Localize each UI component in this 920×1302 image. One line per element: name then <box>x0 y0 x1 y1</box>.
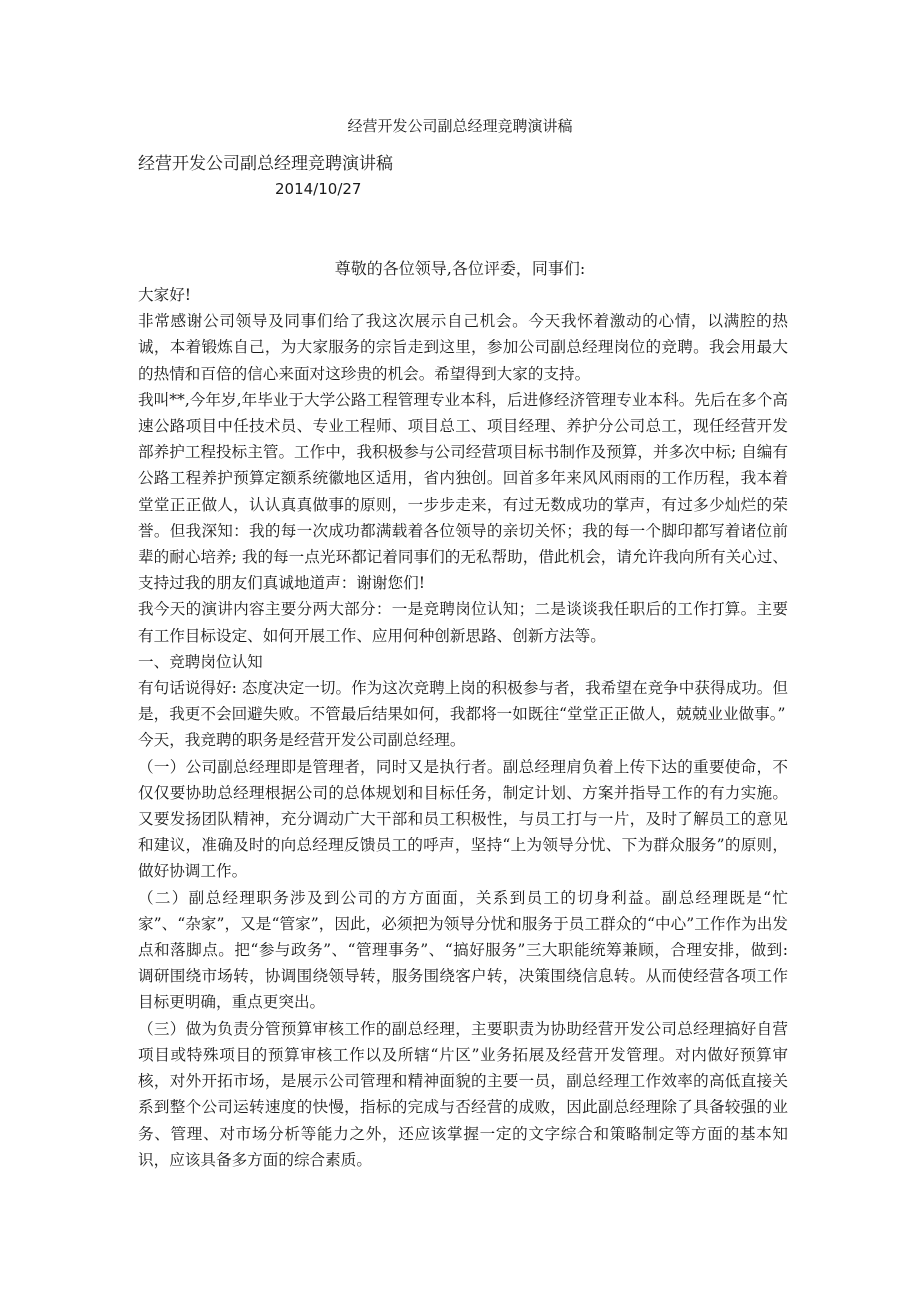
paragraph: 我今天的演讲内容主要分两大部分：一是竞聘岗位认知；二是谈谈我任职后的工作打算。主要有工作目标设定、如何开展工作、应用何种创新思路、创新方法等。 <box>138 600 788 645</box>
paragraph: 有句话说得好: 态度决定一切。作为这次竞聘上岗的积极参与者，我希望在竞争中获得成功。但是，我更不会回避失败。不管最后结果如何，我都将一如既往“堂堂正正做人，兢兢业业做事。” <box>138 679 788 724</box>
salutation: 尊敬的各位领导,各位评委，同事们: <box>334 259 586 278</box>
paragraph: 非常感谢公司领导及同事们给了我这次展示自己机会。今天我怀着激动的心情，以满腔的热诚，本着锻炼自己，为大家服务的宗旨走到这里，参加公司副总经理岗位的竞聘。我会用最大的热情和百倍的信心来面对这珍贵的机会。希望得到大家的支持。 <box>138 312 788 383</box>
paragraph: （二）副总经理职务涉及到公司的方方面面，关系到员工的切身利益。副总经理既是“忙家”、“杂家”，又是“管家”，因此，必须把为领导分忧和服务于员工群众的“中心”工作作为出发点和落脚点。把“参与政务”、“管理事务”、“搞好服务”三大职能统筹兼顾，合理安排，做到: 调研围绕市场转，协调围绕领导转，服务围绕客户转，决策围绕信息转。从而使经营各项工作目标更明确，重点更突出。 <box>138 888 788 1012</box>
document-title: 经营开发公司副总经理竞聘演讲稿 <box>347 117 573 135</box>
paragraph: 我叫**,今年岁,年毕业于大学公路工程管理专业本科，后进修经济管理专业本科。先后在多个高速公路项目中任技术员、专业工程师、项目总工、项目经理、养护分公司总工，现任经营开发部养护工程投标主管。工作中，我积极参与公司经营项目标书制作及预算，并多次中标; 自编有公路工程养护预算定额系统徽地区适用，省内独创。回首多年来风风雨雨的工作历程，我本着堂堂正正做人，认认真真做事的原则，一步步走来，有过无数成功的掌声，有过多少灿烂的荣誉。但我深知：我的每一次成功都满载着各位领导的亲切关怀；我的每一个脚印都写着诸位前辈的耐心培养; 我的每一点光环都记着同事们的无私帮助，借此机会，请允许我向所有关心过、支持过我的朋友们真诚地道声：谢谢您们! <box>138 390 788 593</box>
document-subtitle: 经营开发公司副总经理竞聘演讲稿 <box>138 154 393 174</box>
greeting-paragraph: 大家好! <box>138 286 192 304</box>
speech-body <box>138 282 788 1173</box>
paragraph: （一）公司副总经理即是管理者，同时又是执行者。副总经理肩负着上传下达的重要使命，不仅仅要协助总经理根据公司的总体规划和目标任务，制定计划、方案并指导工作的有力实施。又要发扬团队精神，充分调动广大干部和员工积极性，与员工打与一片，及时了解员工的意见和建议，准确及时的向总经理反馈员工的呼声，坚持“上为领导分忧、下为群众服务”的原则，做好协调工作。 <box>138 757 788 881</box>
paragraph: （三）做为负责分管预算审核工作的副总经理，主要职责为协助经营开发公司总经理搞好自营项目或特殊项目的预算审核工作以及所辖“片区”业务拓展及经营开发管理。对内做好预算审核，对外开拓市场，是展示公司管理和精神面貌的主要一员，副总经理工作效率的高低直接关系到整个公司运转速度的快慢，指标的完成与否经营的成败，因此副总经理除了具备较强的业务、管理、对市场分析等能力之外，还应该掌握一定的文字综合和策略制定等方面的基本知识，应该具备多方面的综合素质。 <box>138 1019 788 1169</box>
paragraph: 今天，我竞聘的职务是经营开发公司副总经理。 <box>138 731 466 750</box>
document-date: 2014/10/27 <box>275 180 362 198</box>
section-heading: 一、竞聘岗位认知 <box>138 652 263 671</box>
